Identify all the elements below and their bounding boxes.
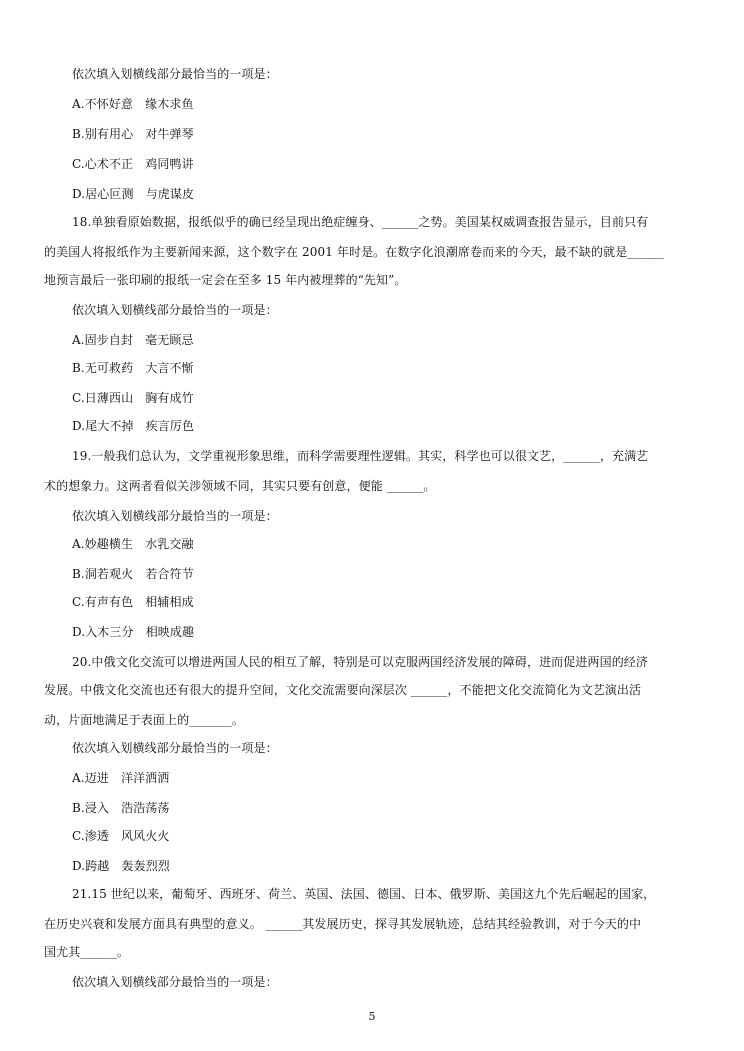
question-19-line-1: 19.一般我们总认为，文学重视形象思维，而科学需要理性逻辑。其实，科学也可以很文艺，______，充满艺 xyxy=(72,449,649,463)
question-20-line-3: 动，片面地满足于表面上的_______。 xyxy=(44,713,245,727)
question-19-line-2: 术的想象力。这两者看似关涉领域不同，其实只要有创意，便能 ______。 xyxy=(44,479,436,493)
instruction-line: 依次填入划横线部分最恰当的一项是： xyxy=(72,509,278,523)
option-d: D.居心叵测 与虎谋皮 xyxy=(72,187,195,201)
question-20-line-2: 发展。中俄文化交流也还有很大的提升空间，文化交流需要向深层次 ______，不能把文化交流简化为文艺演出活 xyxy=(44,683,642,697)
option-b: B.无可救药 大言不惭 xyxy=(72,361,194,375)
question-21-line-3: 国尤其______。 xyxy=(44,945,130,959)
instruction-line: 依次填入划横线部分最恰当的一项是： xyxy=(72,741,278,755)
question-18-line-3: 地预言最后一张印刷的报纸一定会在至多 15 年内被埋葬的“先知”。 xyxy=(44,273,407,287)
option-d: D.尾大不掉 疾言厉色 xyxy=(72,419,195,433)
option-a: A.不怀好意 缘木求鱼 xyxy=(72,97,194,111)
option-d: D.跨越 轰轰烈烈 xyxy=(72,859,170,873)
option-c: C.心术不正 鸡同鸭讲 xyxy=(72,157,194,171)
option-b: B.浸入 浩浩荡荡 xyxy=(72,801,170,815)
question-18-line-2: 的美国人将报纸作为主要新闻来源，这个数字在 2001 年时是。在数字化浪潮席卷而来的今天，最不缺的就是______ xyxy=(44,245,664,259)
question-20-line-1: 20.中俄文化交流可以增进两国人民的相互了解，特别是可以克服两国经济发展的障碍，进而促进两国的经济 xyxy=(72,655,648,669)
option-a: A.迈进 洋洋洒洒 xyxy=(72,771,170,785)
option-a: A.固步自封 毫无顾忌 xyxy=(72,333,194,347)
question-21-line-2: 在历史兴衰和发展方面具有典型的意义。 ______其发展历史，探寻其发展轨迹，总结其经验教训，对于今天的中 xyxy=(44,917,642,931)
question-18-line-1: 18.单独看原始数据，报纸似乎的确已经呈现出绝症缠身、______之势。美国某权威调查报告显示，目前只有 xyxy=(72,215,649,229)
instruction-line: 依次填入划横线部分最恰当的一项是： xyxy=(72,67,278,81)
question-21-line-1: 21.15 世纪以来，葡萄牙、西班牙、荷兰、英国、法国、德国、日本、俄罗斯、美国这九个先后崛起的国家， xyxy=(72,887,656,901)
option-a: A.妙趣横生 水乳交融 xyxy=(72,537,194,551)
instruction-line: 依次填入划横线部分最恰当的一项是： xyxy=(72,975,278,989)
option-c: C.有声有色 相辅相成 xyxy=(72,595,194,609)
instruction-line: 依次填入划横线部分最恰当的一项是： xyxy=(72,303,278,317)
option-c: C.渗透 风风火火 xyxy=(72,829,170,843)
page-number: 5 xyxy=(368,1010,376,1023)
option-b: B.别有用心 对牛弹琴 xyxy=(72,127,194,141)
option-c: C.日薄西山 胸有成竹 xyxy=(72,391,194,405)
option-d: D.入木三分 相映成趣 xyxy=(72,625,195,639)
option-b: B.洞若观火 若合符节 xyxy=(72,567,194,581)
